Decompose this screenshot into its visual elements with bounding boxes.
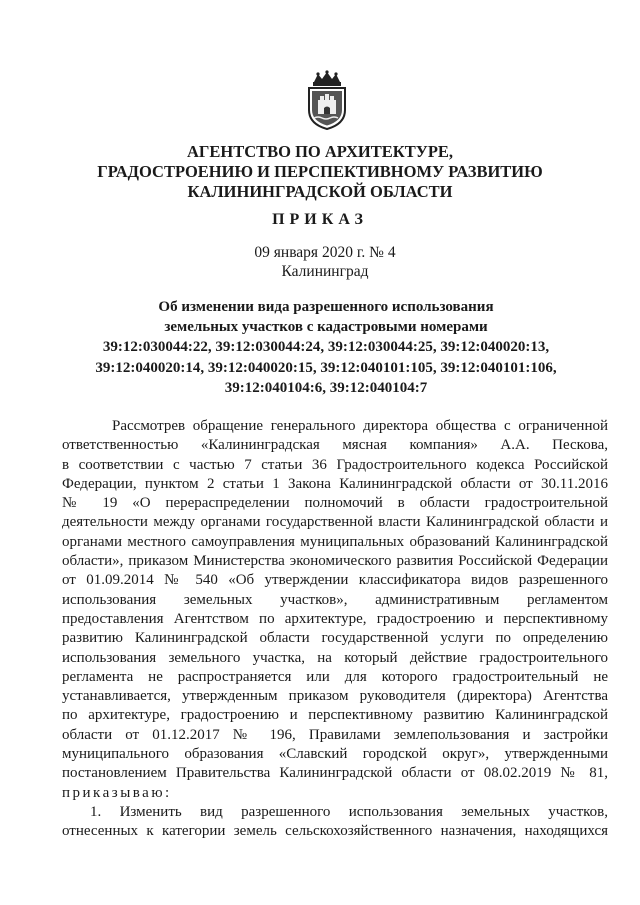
body-line: муниципального образования «Славский городской округ», утвержденными: [62, 746, 608, 763]
agency-line: ГРАДОСТРОЕНИЮ И ПЕРСПЕКТИВНОМУ РАЗВИТИЮ: [97, 162, 543, 181]
order-date-number: 09 января 2020 г. № 4: [254, 244, 396, 261]
agency-name: [60, 142, 580, 202]
item-1-line: 1. Изменить вид разрешенного использования земельных участков,: [90, 803, 608, 820]
order-subject: [56, 297, 596, 398]
body-line: от 01.09.2014 № 540 «Об утверждении классификатора видов разрешенного: [62, 572, 608, 589]
body-line: регламента не распространяется или для которого градостроительный не: [62, 668, 608, 685]
subject-line: Об изменении вида разрешенного использования: [158, 299, 494, 315]
subject-line: земельных участков с кадастровыми номерами: [164, 319, 488, 336]
agency-line: КАЛИНИНГРАДСКОЙ ОБЛАСТИ: [187, 182, 453, 201]
body-line: развитию Калининградской области государственной услуги по определению: [62, 630, 608, 647]
body-line: использования земельного участка, на который действие градостроительного: [62, 649, 608, 666]
body-line: постановлением Правительства Калининградской области от 08.02.2019 № 81,: [62, 765, 608, 782]
document-type-title: ПРИКАЗ: [272, 211, 368, 228]
body-line: деятельности между органами государственной власти Калининградской области и: [62, 514, 608, 531]
agency-line: АГЕНТСТВО ПО АРХИТЕКТУРЕ,: [186, 142, 454, 161]
body-line: предоставления Агентством по архитектуре, градостроению и перспективному: [62, 610, 608, 627]
body-line: устанавливается, утвержденным приказом руководителя (директора) Агентства: [62, 688, 608, 705]
body-line: использования земельных участков», административным регламентом: [62, 591, 608, 608]
body-line: Федерации, пунктом 2 статьи 1 Закона Калининградской области от 30.11.2016: [62, 475, 608, 492]
coat-of-arms-icon: [304, 70, 350, 130]
body-line: по архитектуре, градостроению и перспективному развитию Калининградской: [62, 707, 608, 724]
order-word: приказываю:: [62, 784, 172, 801]
order-city: Калининград: [281, 263, 369, 280]
body-line: в соответствии с частью 7 статьи 36 Градостроительного кодекса Российской: [62, 456, 608, 473]
body-line: органами местного самоуправления муниципальных образований Калининградской: [62, 533, 608, 550]
body-line: области», приказом Министерства экономического развития Российской Федерации: [62, 553, 608, 570]
body-line: ответственностью «Калининградская мясная компания» А.А. Пескова,: [62, 437, 608, 454]
subject-line: 39:12:040104:6, 39:12:040104:7: [224, 379, 428, 396]
subject-line: 39:12:030044:22, 39:12:030044:24, 39:12:030044:25, 39:12:040020:13,: [102, 339, 550, 356]
body-line: № 19 «О перераспределении полномочий в области градостроительной: [62, 495, 608, 512]
body-line: Рассмотрев обращение генерального директора общества с ограниченной: [112, 418, 608, 434]
item-1-line: отнесенных к категории земель сельскохозяйственного назначения, находящихся: [62, 823, 608, 840]
body-line: области от 01.12.2017 № 196, Правилами землепользования и застройки: [62, 726, 608, 743]
order-body: [62, 417, 608, 842]
subject-line: 39:12:040020:14, 39:12:040020:15, 39:12:040101:105, 39:12:040101:106,: [95, 359, 557, 376]
